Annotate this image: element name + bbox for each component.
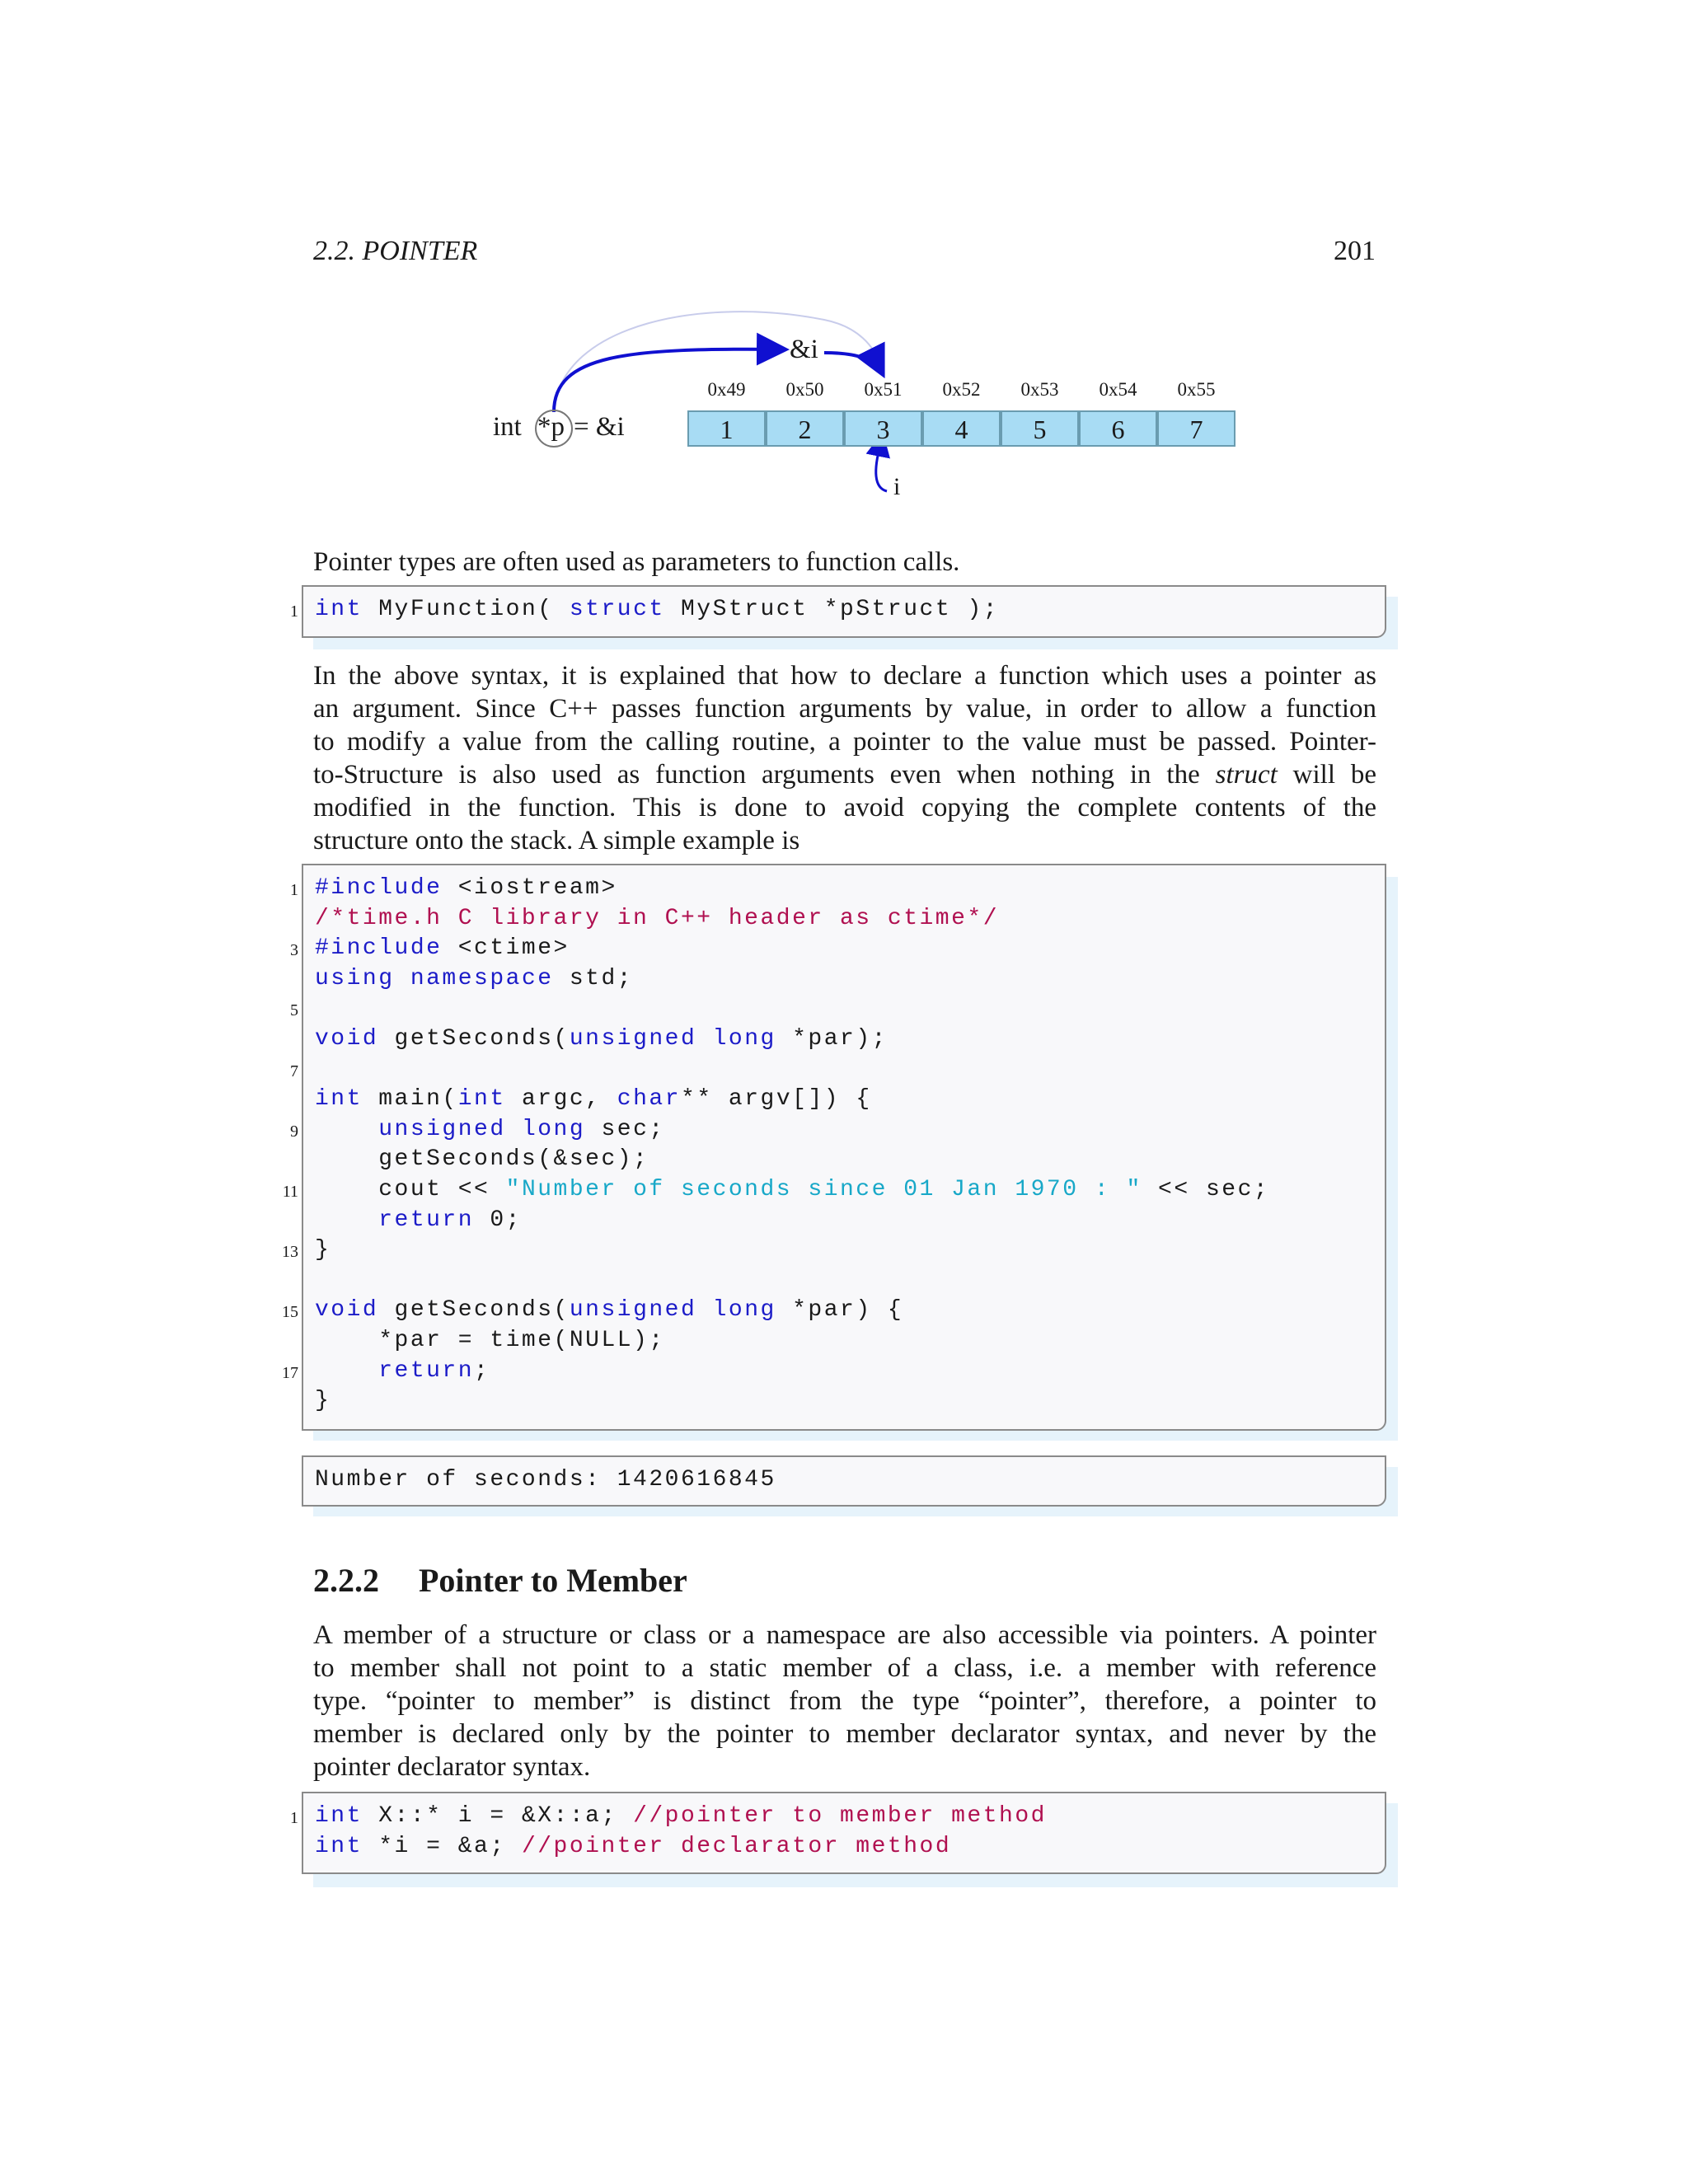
decl-int-label: int [493, 412, 522, 442]
code-token: *par); [776, 1026, 888, 1052]
section-title: Pointer to Member [419, 1562, 687, 1599]
memory-cell: 2 [766, 410, 844, 447]
code-token: *par) { [776, 1297, 904, 1324]
code-token: //pointer declarator method [521, 1833, 952, 1859]
decl-ptr-label: *p [537, 412, 565, 442]
code-token: 0; [474, 1207, 522, 1233]
code-token [506, 1117, 522, 1142]
line-number: 5 [290, 1001, 298, 1020]
paragraph-pointer-to-member [313, 1619, 1376, 1783]
line-number: 15 [282, 1303, 298, 1322]
code-line [315, 1145, 649, 1174]
code-token: X::* i = &X::a; [362, 1803, 634, 1829]
code-token: struct [569, 597, 665, 622]
code-token: "Number of seconds since 01 Jan 1970 : " [505, 1177, 1142, 1202]
code-token: unsigned [378, 1116, 506, 1142]
code-token: /*time.h C library in C++ header as ctime*/ [315, 905, 1000, 931]
section-number: 2.2.2 [313, 1562, 379, 1599]
memory-cell: 1 [687, 410, 766, 447]
line-number: 9 [290, 1122, 298, 1141]
code-line [315, 1832, 951, 1862]
code-token: #include [315, 935, 443, 962]
paragraph-intro [313, 546, 1376, 579]
paragraph-line: structure onto the stack. A simple example is [313, 826, 800, 855]
line-number: 1 [290, 1809, 298, 1827]
line-number: 17 [282, 1363, 298, 1382]
paragraph-line: type. “pointer to member” is distinct from the type “pointer”, therefore, a pointer to [313, 1686, 1376, 1716]
code-token: int [315, 1833, 363, 1859]
paragraph-line: to member shall not point to a static member of a class, i.e. a member with reference [313, 1653, 1376, 1683]
code-token: using [315, 965, 395, 991]
code-token: int [315, 1803, 363, 1829]
code-token [696, 1026, 712, 1052]
memory-cell: 4 [922, 410, 1001, 447]
code-line [315, 904, 999, 934]
address-of-label: &i [790, 335, 818, 364]
code-line [315, 1802, 1047, 1831]
code-token: getSeconds(&sec); [315, 1146, 649, 1173]
memory-address: 0x54 [1099, 379, 1137, 400]
memory-cell: 3 [844, 410, 922, 447]
code-line [315, 1326, 665, 1356]
code-token: MyStruct *pStruct ); [664, 597, 1000, 622]
code-token [395, 966, 410, 991]
line-number: 1 [290, 881, 298, 899]
code-token: int [315, 1086, 363, 1113]
code-token: int [315, 597, 363, 622]
paragraph-line: In the above syntax, it is explained that how to declare a function which uses a pointer as [313, 661, 1376, 691]
paragraph-line: pointer declarator syntax. [313, 1752, 591, 1782]
code-token [315, 1117, 378, 1142]
paragraph-line: to-Structure is also used as function arguments even when nothing in the struct will be [313, 760, 1376, 790]
code-line [315, 1024, 888, 1054]
code-line [315, 1115, 665, 1145]
code-line [315, 1085, 872, 1114]
code-token: getSeconds( [378, 1026, 570, 1052]
code-token: argc, [505, 1086, 617, 1113]
paragraph-line: member is declared only by the pointer to member declarator syntax, and never by the [313, 1719, 1376, 1749]
code-line [315, 1357, 490, 1386]
code-token: long [712, 1297, 776, 1324]
code-token: cout << [315, 1177, 506, 1202]
paragraph-line: A member of a structure or class or a namespace are also accessible via pointers. A pointer [313, 1620, 1376, 1650]
memory-address: 0x49 [707, 379, 746, 400]
code-token: *i = &a; [362, 1833, 522, 1859]
memory-address: 0x55 [1177, 379, 1216, 400]
italic-struct: struct [1215, 760, 1278, 790]
code-token: } [315, 1237, 331, 1263]
code-line [315, 1296, 903, 1325]
code-token [315, 1358, 378, 1384]
paragraph-line: modified in the function. This is done to avoid copying the complete contents of the [313, 793, 1376, 823]
code-token: char [617, 1086, 682, 1113]
code-token: <ctime> [442, 935, 570, 962]
line-number: 13 [282, 1243, 298, 1262]
code-token [696, 1297, 712, 1323]
code-token: std; [553, 965, 634, 991]
output-text: Number of seconds: 1420616845 [315, 1467, 776, 1493]
code-token: void [315, 1026, 379, 1052]
paragraph-explanation [313, 659, 1376, 857]
code-token: << sec; [1142, 1177, 1270, 1202]
code-token: //pointer to member method [633, 1803, 1047, 1829]
diagram-arrows [0, 0, 1688, 527]
memory-cell: 6 [1079, 410, 1157, 447]
code-token: *par = time(NULL); [315, 1328, 665, 1353]
code-token: namespace [410, 965, 554, 991]
code-line [315, 595, 999, 625]
code-token: #include [315, 875, 443, 901]
code-line [315, 964, 633, 994]
code-token: <iostream> [442, 875, 617, 901]
code-token: return [378, 1207, 475, 1233]
code-token: MyFunction( [362, 597, 570, 622]
memory-cell: 5 [1001, 410, 1079, 447]
memory-cell: 7 [1157, 410, 1236, 447]
code-line [315, 1175, 1269, 1205]
memory-address: 0x50 [785, 379, 824, 400]
paragraph-line: an argument. Since C++ passes function arguments by value, in order to allow a function [313, 694, 1376, 724]
line-number: 1 [290, 602, 298, 621]
code-token: sec; [585, 1116, 665, 1142]
paragraph-line: to modify a value from the calling routine, a pointer to the value must be passed. Pointer- [313, 727, 1376, 757]
code-token: return [378, 1357, 475, 1384]
code-token: long [712, 1026, 776, 1052]
memory-address: 0x52 [942, 379, 981, 400]
line-number: 3 [290, 941, 298, 960]
pointer-diagram [0, 0, 1688, 527]
code-token: ; [474, 1357, 490, 1384]
running-header-section: 2.2. POINTER [313, 236, 478, 266]
section-heading [313, 1561, 687, 1600]
code-line [315, 1206, 522, 1235]
code-line [315, 1235, 331, 1265]
arrow-addr-to-cell [824, 353, 882, 373]
code-token: ** argv[]) { [681, 1086, 872, 1113]
line-number: 7 [290, 1062, 298, 1080]
code-token: unsigned [569, 1297, 697, 1324]
code-line [315, 874, 617, 903]
page-number: 201 [1334, 236, 1376, 266]
code-token: unsigned [569, 1026, 697, 1052]
code-token: } [315, 1388, 331, 1414]
code-token: long [521, 1116, 586, 1142]
code-line [315, 1386, 331, 1416]
code-token: getSeconds( [378, 1297, 570, 1324]
code-token [315, 1207, 378, 1233]
memory-address: 0x53 [1020, 379, 1059, 400]
line-number: 11 [282, 1183, 298, 1201]
memory-address: 0x51 [864, 379, 903, 400]
code-token: main( [362, 1086, 458, 1113]
code-token: int [457, 1086, 506, 1113]
paragraph-line: Pointer types are often used as parameters to function calls. [313, 547, 960, 577]
variable-i-label: i [893, 473, 901, 500]
decl-assign-label: = &i [574, 412, 625, 442]
code-token: void [315, 1297, 379, 1324]
code-line [315, 934, 570, 963]
